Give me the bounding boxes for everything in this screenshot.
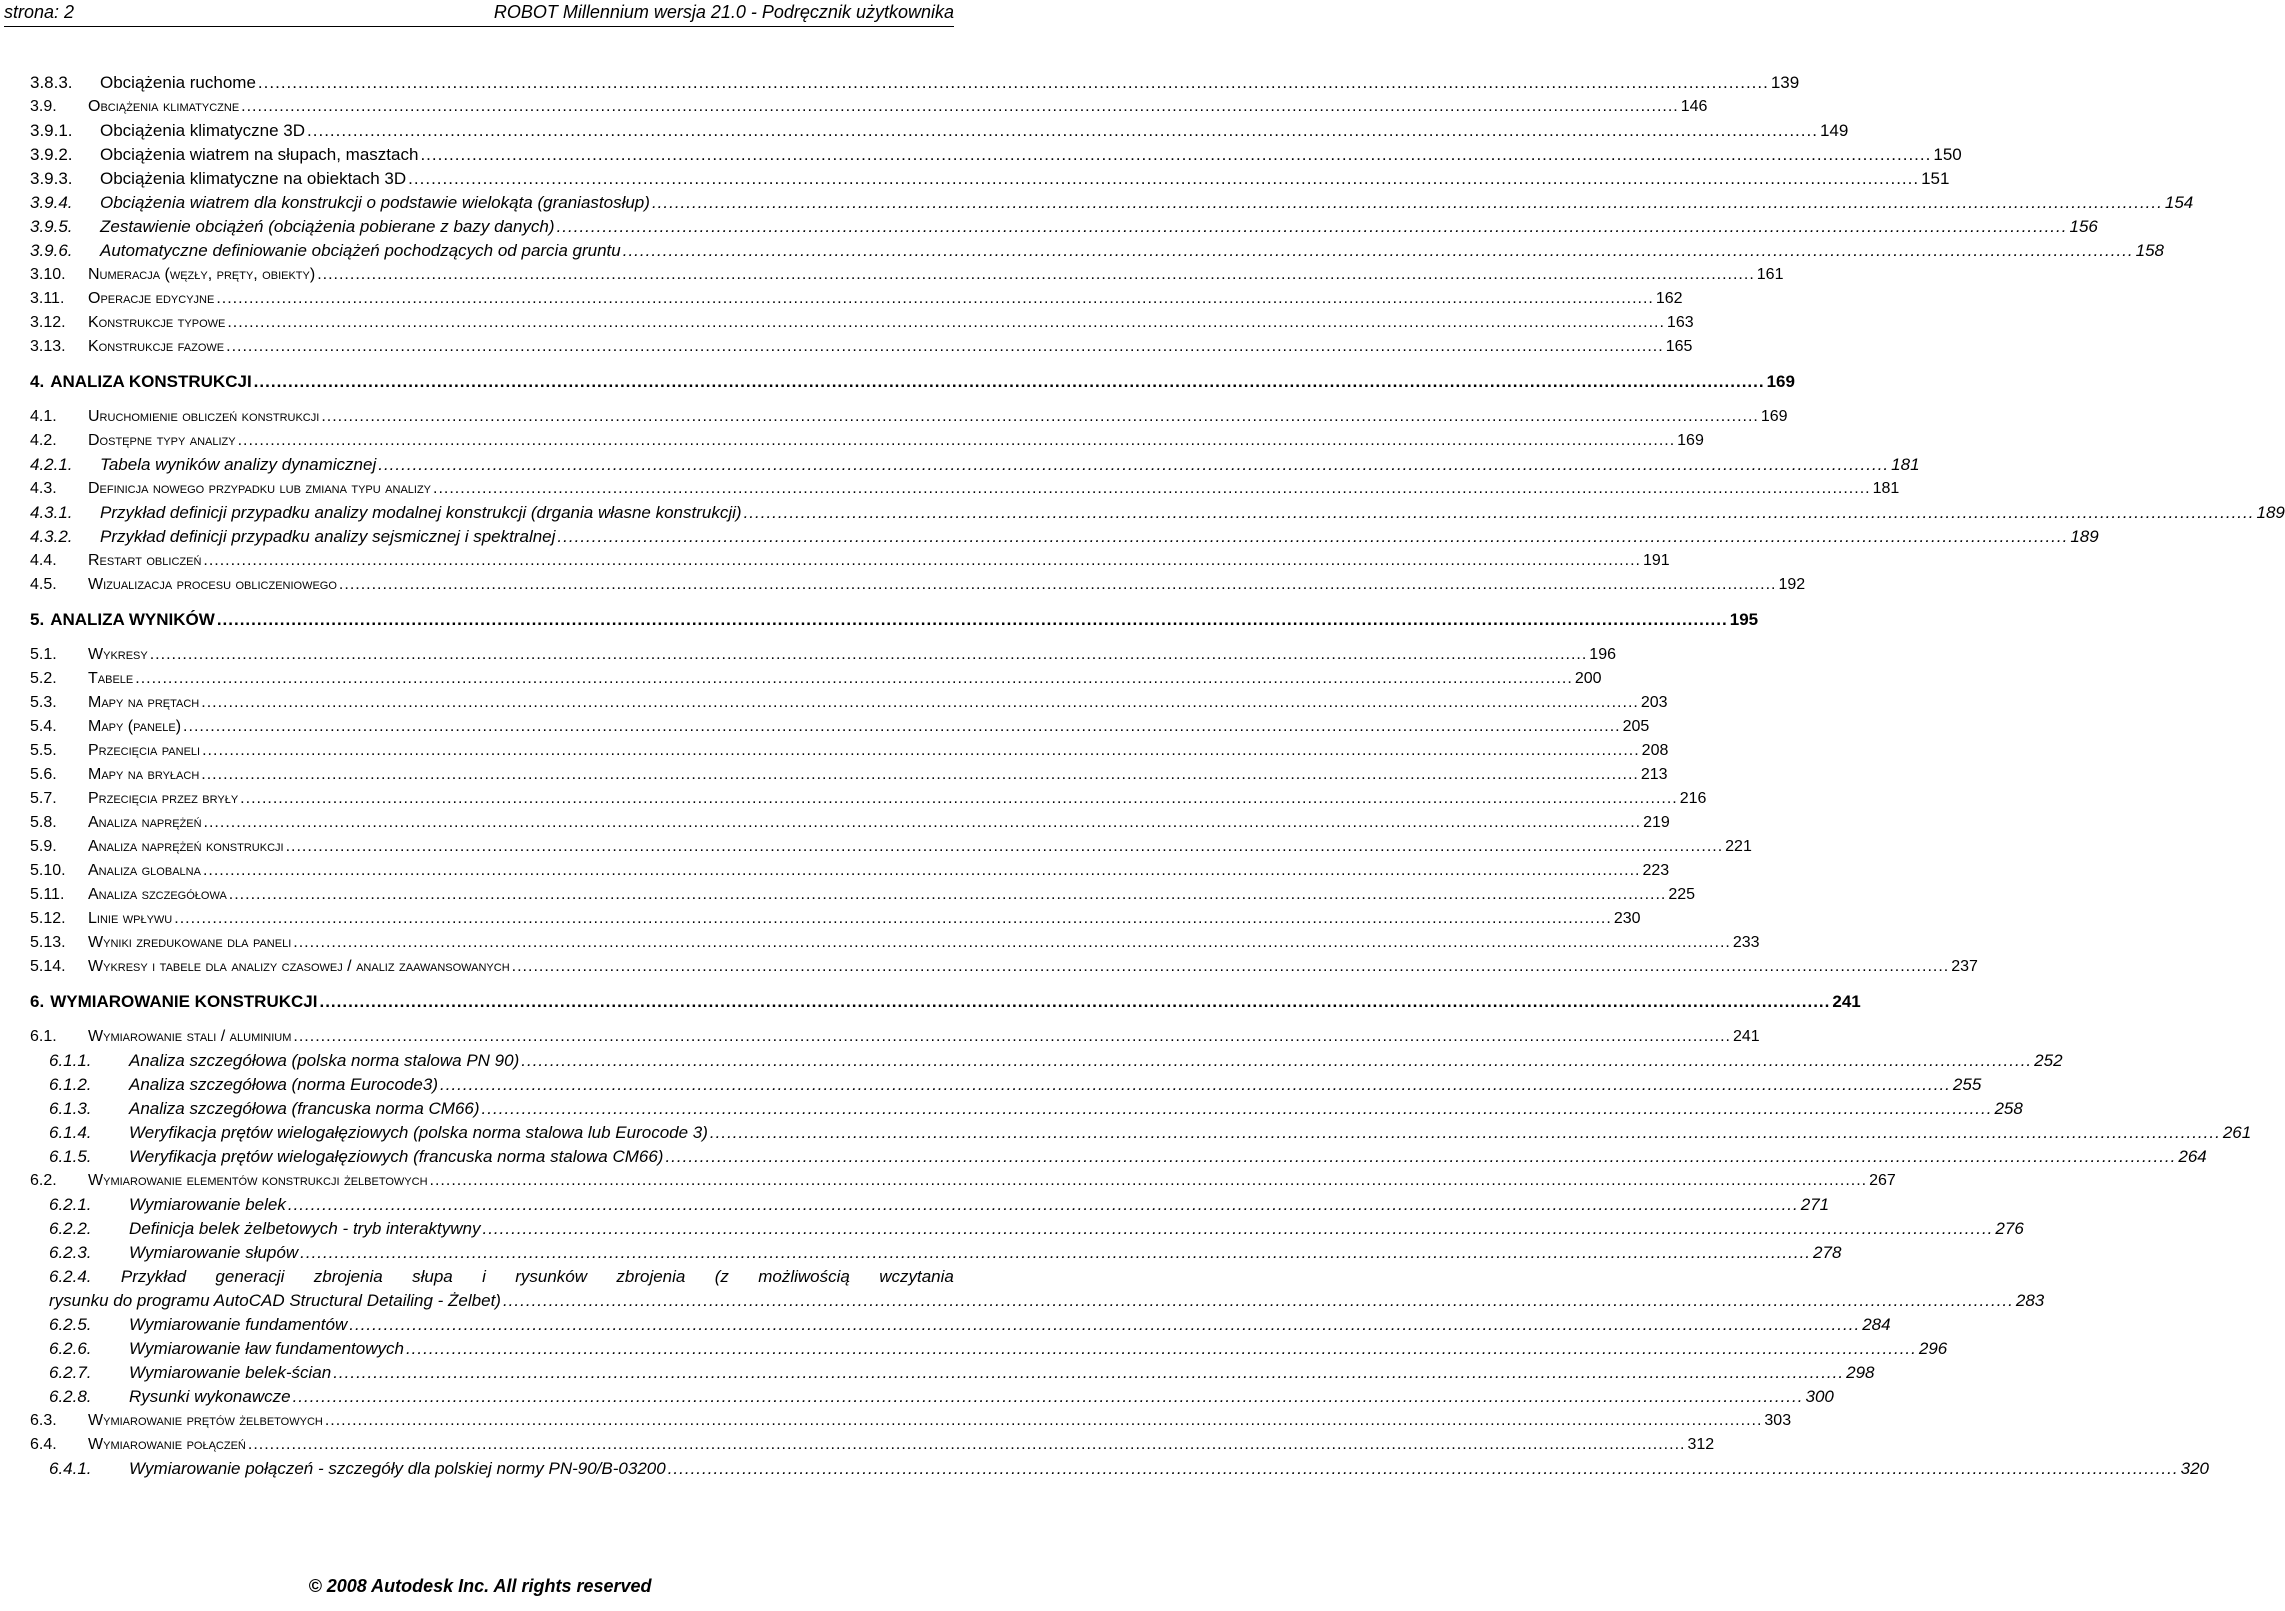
dot-leader <box>349 1314 1860 1336</box>
toc-entry-page: 258 <box>1994 1099 2023 1118</box>
toc-entry-number: 4.3.1. <box>30 503 73 522</box>
toc-entry-page: 225 <box>1668 886 1696 903</box>
toc-entry[interactable] <box>30 454 1920 476</box>
toc-entry-title: Zestawienie obciążeń (obciążenia pobierane z bazy danych) <box>100 217 555 236</box>
toc-entry-title: Wyniki zredukowane dla paneli <box>88 934 292 951</box>
toc-entry[interactable] <box>30 1434 1715 1456</box>
dot-leader <box>339 574 1777 596</box>
toc-entry-title: Wymiarowanie stali / aluminium <box>88 1028 292 1045</box>
toc-entry-title-word: (z <box>714 1267 729 1286</box>
toc-entry-page: 264 <box>2178 1147 2207 1166</box>
toc-entry-title: Analiza naprężeń <box>88 814 202 831</box>
toc-entry-number: 3.9.1. <box>30 121 73 140</box>
toc-entry-title: Wymiarowanie ław fundamentowych <box>129 1339 404 1358</box>
toc-entry[interactable] <box>30 1410 1792 1432</box>
dot-leader <box>710 1122 2221 1144</box>
toc-entry[interactable] <box>30 956 1978 978</box>
dot-leader <box>135 668 1573 690</box>
toc-entry-title: Weryfikacja prętów wielogałęziowych (francuska norma stalowa CM66) <box>129 1147 664 1166</box>
toc-entry[interactable] <box>30 1218 2024 1240</box>
toc-entry[interactable] <box>30 550 1670 572</box>
dot-leader <box>317 264 1755 286</box>
toc-entry-page: 255 <box>1952 1075 1982 1094</box>
toc-entry-number: 5.7. <box>30 790 57 807</box>
toc-entry-number: 3.9.4. <box>30 193 73 212</box>
toc-entry-page: 221 <box>1725 838 1752 855</box>
dot-leader <box>174 908 1612 930</box>
toc-entry-page: 169 <box>1760 408 1788 425</box>
toc-entry[interactable] <box>30 1098 2023 1120</box>
toc-entry[interactable] <box>30 240 2165 262</box>
toc-entry-page: 154 <box>2164 193 2194 212</box>
toc-entry-title-word: generacji <box>215 1267 285 1286</box>
toc-entry-page: 195 <box>1729 610 1759 629</box>
toc-entry-title: Wymiarowanie słupów <box>129 1243 299 1262</box>
toc-entry-number: 5.11. <box>30 886 65 903</box>
toc-entry-number: 6.2.2. <box>49 1219 92 1238</box>
toc-entry-number: 5.3. <box>30 694 57 711</box>
dot-leader <box>254 371 1765 393</box>
dot-leader <box>623 240 2134 262</box>
toc-entry-number: 6.2. <box>30 1172 57 1189</box>
dot-leader <box>204 812 1642 834</box>
toc-entry[interactable] <box>30 1338 1948 1360</box>
toc-entry-page: 276 <box>1995 1219 2024 1238</box>
toc-entry-page: 149 <box>1819 121 1849 140</box>
toc-entry-title: WYMIAROWANIE KONSTRUKCJI <box>50 992 318 1011</box>
toc-entry-page: 267 <box>1869 1172 1896 1189</box>
toc-entry-title-word: i <box>482 1267 486 1286</box>
toc-entry-page: 284 <box>1862 1315 1891 1334</box>
toc-entry-number: 3.9.3. <box>30 169 73 188</box>
toc-entry-number: 6.2.8. <box>49 1387 92 1406</box>
toc-entry-title: Przykład definicji przypadku analizy sejsmicznej i spektralnej <box>100 527 556 546</box>
toc-entry-title: Analiza naprężeń konstrukcji <box>88 838 284 855</box>
toc-entry-title: Definicja nowego przypadku lub zmiana typu analizy <box>88 480 432 497</box>
toc-entry-number: 6.2.3. <box>49 1243 92 1262</box>
dot-leader <box>430 1170 1868 1192</box>
toc-entry-page: 169 <box>1677 432 1704 449</box>
dot-leader <box>183 716 1621 738</box>
dot-leader <box>557 216 2068 238</box>
dot-leader <box>286 836 1724 858</box>
toc-entry-title-word: Przykład <box>120 1267 187 1286</box>
toc-entry-wrapped-line1[interactable] <box>49 1266 954 1288</box>
toc-entry-page: 161 <box>1756 266 1784 283</box>
toc-entry[interactable] <box>30 288 1683 310</box>
toc-entry-page: 252 <box>2034 1051 2063 1070</box>
toc-entry-page: 241 <box>1832 992 1861 1011</box>
toc-entry-page: 169 <box>1766 372 1795 391</box>
toc-entry-number: 6.4. <box>30 1436 57 1453</box>
toc-entry-page: 156 <box>2069 217 2098 236</box>
dot-leader <box>201 764 1639 786</box>
toc-entry-number: 5.8. <box>30 814 57 831</box>
toc-entry-number: 6.1. <box>30 1028 57 1045</box>
dot-leader <box>378 454 1889 476</box>
toc-entry[interactable] <box>30 932 1760 954</box>
toc-entry-title: rysunku do programu AutoCAD Structural Detailing - Żelbet) <box>49 1291 501 1310</box>
dot-leader <box>482 1098 1993 1120</box>
toc-entry-title: Przecięcia paneli <box>88 742 201 759</box>
toc-entry-number: 6.1.2. <box>49 1075 92 1094</box>
toc-entry-title: ANALIZA KONSTRUKCJI <box>50 372 252 391</box>
toc-entry-page: 189 <box>2256 503 2285 522</box>
dot-leader <box>248 1434 1686 1456</box>
toc-entry-page: 181 <box>1891 455 1920 474</box>
toc-entry-title: Definicja belek żelbetowych - tryb interaktywny <box>129 1219 481 1238</box>
toc-entry[interactable] <box>30 371 1795 393</box>
toc-entry-title: Analiza szczegółowa (polska norma stalowa PN 90) <box>129 1051 520 1070</box>
toc-entry-title: Linie wpływu <box>88 910 173 927</box>
toc-entry-title: Dostępne typy analizy <box>88 432 236 449</box>
dot-leader <box>217 609 1728 631</box>
toc-entry-number: 3.9. <box>30 98 57 115</box>
dot-leader <box>241 96 1679 118</box>
copyright-footer: © 2008 Autodesk Inc. All rights reserved <box>308 1576 652 1596</box>
dot-leader <box>333 1362 1844 1384</box>
toc-entry[interactable] <box>30 478 1900 500</box>
dot-leader <box>557 526 2068 548</box>
toc-entry-title: Wymiarowanie fundamentów <box>129 1315 348 1334</box>
toc-entry-page: 205 <box>1622 718 1650 735</box>
dot-leader <box>744 502 2255 524</box>
dot-leader <box>150 644 1588 666</box>
toc-entry-page: 233 <box>1732 934 1760 951</box>
dot-leader <box>433 478 1871 500</box>
toc-entry-number: 6.1.4. <box>49 1123 92 1142</box>
toc-entry-page: 283 <box>2015 1291 2045 1310</box>
toc-entry-number: 3.9.5. <box>30 217 73 236</box>
toc-entry-title-word: rysunków <box>515 1267 588 1286</box>
toc-entry-number: 5.4. <box>30 718 57 735</box>
toc-entry-title: Wykresy i tabele dla analizy czasowej / analiz zaawansowanych <box>88 958 510 975</box>
toc-entry-title: Wymiarowanie elementów konstrukcji żelbetowych <box>88 1172 428 1189</box>
toc-entry-title: Rysunki wykonawcze <box>129 1387 291 1406</box>
page-header <box>4 0 954 27</box>
toc-entry[interactable] <box>30 216 2098 238</box>
toc-entry-page: 158 <box>2135 241 2165 260</box>
toc-entry-page: 237 <box>1951 958 1978 975</box>
toc-entry[interactable] <box>30 1362 1875 1384</box>
toc-entry-page: 219 <box>1643 814 1670 831</box>
toc-entry[interactable] <box>30 312 1694 334</box>
toc-entry[interactable] <box>30 1458 2209 1480</box>
toc-entry-page: 223 <box>1642 862 1670 879</box>
toc-entry[interactable] <box>30 1050 2063 1072</box>
toc-entry-title-word: słupa <box>412 1267 453 1286</box>
toc-entry-page: 162 <box>1655 290 1683 307</box>
toc-entry-number: 6.2.6. <box>49 1339 92 1358</box>
toc-entry-title-word: wczytania <box>879 1267 954 1286</box>
toc-entry-number: 6.4.1. <box>49 1459 92 1478</box>
dot-leader <box>420 144 1931 166</box>
toc-entry-title: Restart obliczeń <box>88 552 202 569</box>
toc-entry[interactable] <box>30 860 1670 882</box>
dot-leader <box>203 860 1641 882</box>
toc-entry[interactable] <box>30 740 1669 762</box>
toc-entry-number: 5.5. <box>30 742 57 759</box>
toc-entry[interactable] <box>30 406 1788 428</box>
dot-leader <box>293 1386 1804 1408</box>
toc-entry-number: 5.9. <box>30 838 57 855</box>
dot-leader <box>226 336 1664 358</box>
toc-entry-page: 200 <box>1574 670 1602 687</box>
toc-entry-page: 139 <box>1770 73 1800 92</box>
dot-leader <box>293 1026 1731 1048</box>
toc-entry-title: Analiza szczegółowa (francuska norma CM66) <box>129 1099 480 1118</box>
toc-entry-number: 4.1. <box>30 408 57 425</box>
toc-entry-title: Weryfikacja prętów wielogałęziowych (polska norma stalowa lub Eurocode 3) <box>129 1123 708 1142</box>
toc-entry[interactable] <box>30 716 1650 738</box>
toc-entry-number: 4.3.2. <box>30 527 73 546</box>
toc-entry-number: 4.5. <box>30 576 57 593</box>
dot-leader <box>325 1410 1763 1432</box>
toc-entry-number: 6.2.7. <box>49 1363 92 1382</box>
toc-entry-number: 6. <box>30 992 45 1011</box>
toc-entry-title: Obciążenia ruchome <box>100 73 256 92</box>
toc-entry-page: 300 <box>1805 1387 1834 1406</box>
toc-entry-title: Obciążenia klimatyczne na obiektach 3D <box>100 169 407 188</box>
toc-entry-number: 3.8.3. <box>30 73 73 92</box>
toc-entry[interactable] <box>30 1314 1891 1336</box>
toc-entry-title: Obciążenia wiatrem dla konstrukcji o podstawie wielokąta (graniastosłup) <box>100 193 650 212</box>
toc-entry-page: 216 <box>1679 790 1707 807</box>
toc-entry[interactable] <box>30 1146 2207 1168</box>
dot-leader <box>293 932 1731 954</box>
dot-leader <box>440 1074 1951 1096</box>
toc-entry-number: 6.2.4. <box>49 1267 92 1286</box>
toc-entry-number: 3.12. <box>30 314 66 331</box>
toc-entry-number: 6.1.1. <box>49 1051 92 1070</box>
toc-entry-title: Mapy na prętach <box>88 694 200 711</box>
toc-entry[interactable] <box>30 336 1693 358</box>
toc-entry-page: 150 <box>1933 145 1962 164</box>
dot-leader <box>482 1218 1993 1240</box>
toc-entry-number: 5.6. <box>30 766 57 783</box>
toc-entry-title: Automatyczne definiowanie obciążeń pochodzących od parcia gruntu <box>100 241 621 260</box>
toc-entry[interactable] <box>30 908 1641 930</box>
dot-leader <box>202 740 1640 762</box>
toc-entry-page: 192 <box>1778 576 1806 593</box>
toc-entry[interactable] <box>30 609 1759 631</box>
toc-entry-number: 3.11. <box>30 290 65 307</box>
toc-entry-title: Numeracja (węzły, pręty, obiekty) <box>88 266 316 283</box>
toc-entry[interactable] <box>30 1170 1896 1192</box>
toc-entry-title: Mapy na bryłach <box>88 766 200 783</box>
dot-leader <box>307 120 1818 142</box>
dot-leader <box>319 991 1830 1013</box>
toc-entry-number: 6.2.1. <box>49 1195 92 1214</box>
toc-entry[interactable] <box>30 991 1861 1013</box>
dot-leader <box>201 692 1639 714</box>
toc-entry-number: 3.9.2. <box>30 145 73 164</box>
toc-entry-page: 189 <box>2070 527 2099 546</box>
toc-entry-number: 6.1.5. <box>49 1147 92 1166</box>
toc-entry-page: 303 <box>1764 1412 1792 1429</box>
toc-entry-number: 5.14. <box>30 958 66 975</box>
toc-entry-title: Analiza szczegółowa <box>88 886 227 903</box>
toc-entry-title: Wymiarowanie połączeń <box>88 1436 246 1453</box>
toc-entry-number: 3.13. <box>30 338 66 355</box>
toc-entry[interactable] <box>30 1026 1760 1048</box>
toc-entry-page: 146 <box>1680 98 1708 115</box>
toc-entry-page: 230 <box>1613 910 1641 927</box>
dot-leader <box>227 312 1665 334</box>
toc-entry-page: 203 <box>1640 694 1668 711</box>
toc-entry[interactable] <box>30 836 1752 858</box>
page-number-label: strona: 2 <box>4 2 75 22</box>
toc-entry-title: Uruchomienie obliczeń konstrukcji <box>88 408 320 425</box>
toc-entry-title: Obciążenia klimatyczne 3D <box>100 121 306 140</box>
toc-entry-number: 5.13. <box>30 934 66 951</box>
dot-leader <box>652 192 2163 214</box>
toc-entry[interactable] <box>30 264 1784 286</box>
toc-entry-title: Wymiarowanie prętów żelbetowych <box>88 1412 323 1429</box>
dot-leader <box>512 956 1950 978</box>
toc-entry-page: 261 <box>2222 1123 2252 1142</box>
toc-entry[interactable] <box>30 788 1707 810</box>
toc-entry[interactable] <box>30 812 1670 834</box>
toc-entry-title: Analiza globalna <box>88 862 201 879</box>
dot-leader <box>238 430 1676 452</box>
toc-entry-title: Wymiarowanie połączeń - szczegóły dla polskiej normy PN-90/B-03200 <box>129 1459 666 1478</box>
dot-leader <box>321 406 1759 428</box>
toc-entry-page: 181 <box>1872 480 1900 497</box>
toc-entry-number: 6.1.3. <box>49 1099 92 1118</box>
toc-entry-page: 191 <box>1642 552 1670 569</box>
toc-entry[interactable] <box>30 884 1696 906</box>
toc-entry-wrapped-line2[interactable] <box>49 1290 2045 1312</box>
toc-entry[interactable] <box>30 574 1806 596</box>
toc-entry-number: 4.2. <box>30 432 57 449</box>
toc-entry[interactable] <box>30 120 1849 142</box>
toc-entry-title: Operacje edycyjne <box>88 290 215 307</box>
toc-entry-number: 5.12. <box>30 910 66 927</box>
dot-leader <box>408 168 1919 190</box>
toc-entry[interactable] <box>30 502 2285 524</box>
toc-entry-title: Analiza szczegółowa (norma Eurocode3) <box>129 1075 438 1094</box>
toc-entry-page: 151 <box>1921 169 1950 188</box>
document-title: ROBOT Millennium wersja 21.0 - Podręcznik użytkownika <box>493 2 954 22</box>
toc-entry-page: 312 <box>1687 1436 1715 1453</box>
toc-entry-number: 4.4. <box>30 552 57 569</box>
toc-entry-number: 5.10. <box>30 862 66 879</box>
toc-entry-page: 278 <box>1813 1243 1842 1262</box>
toc-entry-title: Wymiarowanie belek-ścian <box>129 1363 332 1382</box>
dot-leader <box>258 72 1769 94</box>
dot-leader <box>668 1458 2179 1480</box>
toc-entry-title: Obciążenia klimatyczne <box>88 98 240 115</box>
toc-entry[interactable] <box>30 1386 1834 1408</box>
toc-entry-title: Tabela wyników analizy dynamicznej <box>100 455 377 474</box>
toc-entry[interactable] <box>30 96 1708 118</box>
toc-entry-title: ANALIZA WYNIKÓW <box>50 610 215 629</box>
toc-entry-page: 241 <box>1732 1028 1760 1045</box>
toc-entry[interactable] <box>30 764 1668 786</box>
toc-entry-page: 296 <box>1918 1339 1948 1358</box>
toc-entry-title: Mapy (panele) <box>88 718 182 735</box>
toc-entry[interactable] <box>30 430 1704 452</box>
toc-entry-page: 208 <box>1641 742 1669 759</box>
toc-entry[interactable] <box>30 644 1616 666</box>
toc-entry-page: 165 <box>1665 338 1693 355</box>
toc-entry-title: Obciążenia wiatrem na słupach, masztach <box>100 145 419 164</box>
toc-entry-number: 4.2.1. <box>30 455 73 474</box>
toc-entry[interactable] <box>30 1122 2252 1144</box>
toc-entry-title-word: możliwością <box>758 1267 850 1286</box>
dot-leader <box>521 1050 2032 1072</box>
toc-entry-title: Tabele <box>88 670 134 687</box>
toc-entry-page: 320 <box>2180 1459 2209 1478</box>
dot-leader <box>216 288 1654 310</box>
dot-leader <box>300 1242 1811 1264</box>
toc-entry[interactable] <box>30 168 1950 190</box>
toc-entry[interactable] <box>30 192 2194 214</box>
toc-entry-title: Przecięcia przez bryły <box>88 790 239 807</box>
toc-entry-number: 5.2. <box>30 670 57 687</box>
toc-entry-number: 3.10. <box>30 266 66 283</box>
toc-entry-page: 163 <box>1666 314 1694 331</box>
toc-entry[interactable] <box>30 526 2099 548</box>
toc-entry[interactable] <box>30 144 1962 166</box>
toc-entry-number: 4.3. <box>30 480 57 497</box>
toc-entry-number: 5.1. <box>30 646 57 663</box>
dot-leader <box>503 1290 2014 1312</box>
toc-entry-title-word: zbrojenia <box>313 1267 383 1286</box>
dot-leader <box>203 550 1641 572</box>
toc-entry-page: 271 <box>1800 1195 1830 1214</box>
toc-entry-page: 298 <box>1846 1363 1875 1382</box>
toc-entry[interactable] <box>30 1194 1830 1216</box>
toc-entry[interactable] <box>30 668 1602 690</box>
toc-entry-title: Przykład definicji przypadku analizy modalnej konstrukcji (drgania własne konstrukcji) <box>100 503 742 522</box>
toc-entry-title-word: zbrojenia <box>616 1267 686 1286</box>
dot-leader <box>240 788 1678 810</box>
toc-entry-title: Konstrukcje typowe <box>88 314 226 331</box>
dot-leader <box>406 1338 1917 1360</box>
toc-entry[interactable] <box>30 72 1800 94</box>
toc-entry-number: 3.9.6. <box>30 241 73 260</box>
toc-entry-title: Wymiarowanie belek <box>129 1195 286 1214</box>
toc-entry-number: 6.2.5. <box>49 1315 92 1334</box>
toc-entry-page: 196 <box>1589 646 1616 663</box>
toc-entry-number: 4. <box>30 372 45 391</box>
toc-entry-title: Konstrukcje fazowe <box>88 338 225 355</box>
dot-leader <box>665 1146 2176 1168</box>
toc-entry-title: Wykresy <box>88 646 148 663</box>
toc-entry-title: Wizualizacja procesu obliczeniowego <box>88 576 337 593</box>
toc-entry-number: 5. <box>30 610 45 629</box>
toc-entry[interactable] <box>30 1242 1842 1264</box>
toc-entry-page: 213 <box>1640 766 1668 783</box>
toc-entry-number: 6.3. <box>30 1412 57 1429</box>
dot-leader <box>229 884 1667 906</box>
toc-entry[interactable] <box>30 692 1668 714</box>
dot-leader <box>288 1194 1799 1216</box>
toc-entry[interactable] <box>30 1074 1982 1096</box>
